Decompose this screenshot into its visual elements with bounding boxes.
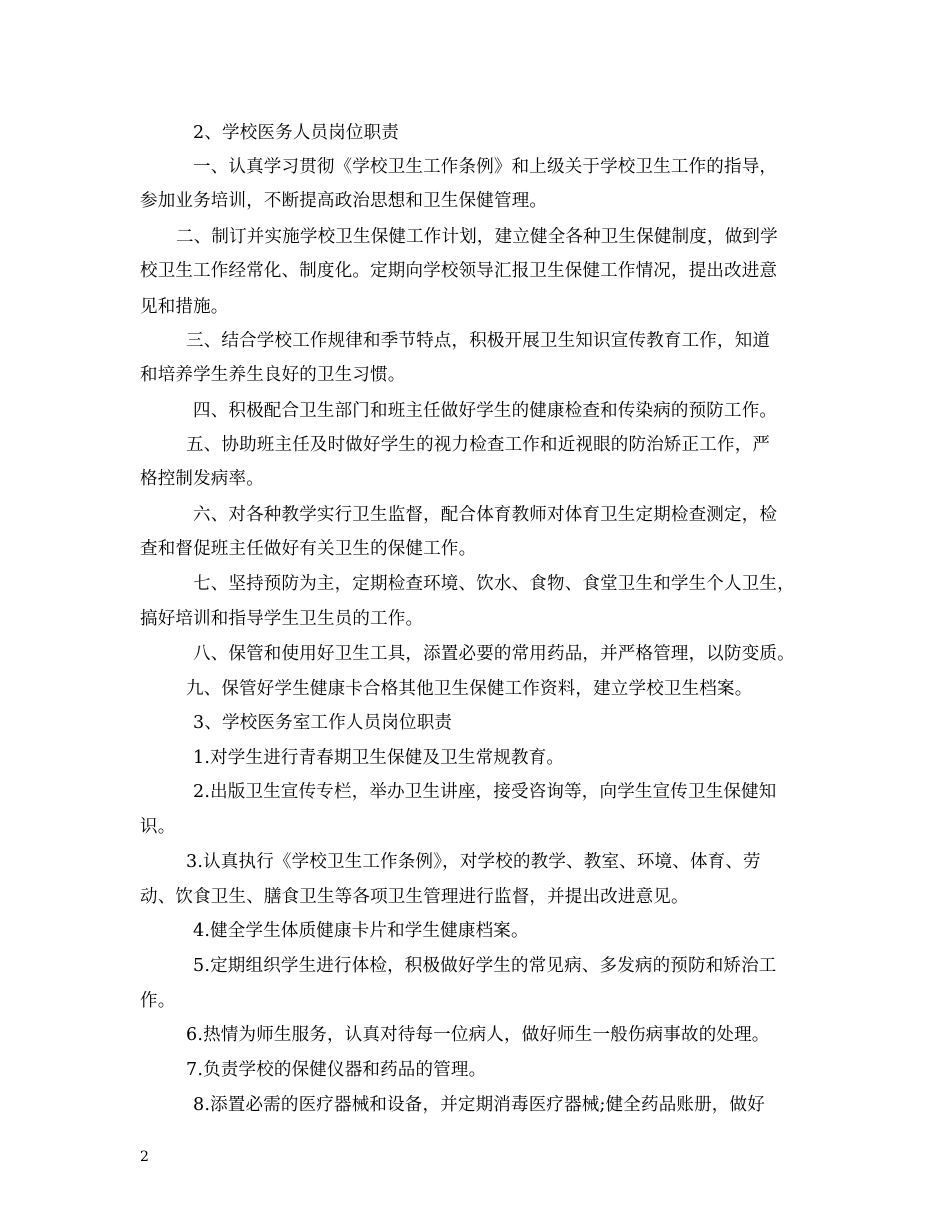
paragraph-line: 6.热情为师生服务，认真对待每一位病人，做好师生一般伤病事故的处理。 bbox=[186, 1025, 770, 1045]
paragraph-line: 参加业务培训，不断提高政治思想和卫生保健管理。 bbox=[140, 191, 548, 211]
paragraph-line: 搞好培训和指导学生卫生员的工作。 bbox=[140, 609, 424, 629]
paragraph-line: 8.添置必需的医疗器械和设备，并定期消毒医疗器械;健全药品账册，做好 bbox=[193, 1095, 765, 1115]
paragraph-line: 一、认真学习贯彻《学校卫生工作条例》和上级关于学校卫生工作的指导， bbox=[193, 157, 778, 177]
section-heading-2: 2、学校医务人员岗位职责 bbox=[193, 123, 400, 143]
paragraph-line: 五、协助班主任及时做好学生的视力检查工作和近视眼的防治矫正工作，严 bbox=[186, 435, 771, 455]
paragraph-line: 查和督促班主任做好有关卫生的保健工作。 bbox=[140, 539, 477, 559]
paragraph-line: 1.对学生进行青春期卫生保健及卫生常规教育。 bbox=[193, 748, 565, 768]
paragraph-line: 二、制订并实施学校卫生保健工作计划，建立健全各种卫生保健制度，做到学 bbox=[176, 227, 778, 247]
section-heading-3: 3、学校医务室工作人员岗位职责 bbox=[193, 713, 453, 733]
paragraph-line: 识。 bbox=[140, 817, 176, 837]
paragraph-line: 三、结合学校工作规律和季节特点，积极开展卫生知识宣传教育工作，知道 bbox=[186, 331, 771, 351]
paragraph-line: 四、积极配合卫生部门和班主任做好学生的健康检查和传染病的预防工作。 bbox=[193, 401, 778, 421]
paragraph-line: 作。 bbox=[140, 991, 176, 1011]
paragraph-line: 动、饮食卫生、膳食卫生等各项卫生管理进行监督，并提出改进意见。 bbox=[140, 887, 689, 907]
paragraph-line: 九、保管好学生健康卡合格其他卫生保健工作资料，建立学校卫生档案。 bbox=[186, 679, 753, 699]
paragraph-line: 格控制发病率。 bbox=[140, 469, 264, 489]
paragraph-line: 3.认真执行《学校卫生工作条例》，对学校的教学、教室、环境、体育、劳 bbox=[186, 852, 761, 872]
paragraph-line: 八、保管和使用好卫生工具，添置必要的常用药品，并严格管理，以防变质。 bbox=[193, 644, 795, 664]
paragraph-line: 六、对各种教学实行卫生监督，配合体育教师对体育卫生定期检查测定，检 bbox=[193, 505, 778, 525]
paragraph-line: 2.出版卫生宣传专栏，举办卫生讲座，接受咨询等，向学生宣传卫生保健知 bbox=[193, 782, 777, 802]
paragraph-line: 4.健全学生体质健康卡片和学生健康档案。 bbox=[193, 921, 529, 941]
paragraph-line: 校卫生工作经常化、制度化。定期向学校领导汇报卫生保健工作情况，提出改进意 bbox=[140, 261, 778, 281]
paragraph-line: 5.定期组织学生进行体检，积极做好学生的常见病、多发病的预防和矫治工 bbox=[193, 956, 777, 976]
paragraph-line: 和培养学生养生良好的卫生习惯。 bbox=[140, 365, 406, 385]
paragraph-line: 7.负责学校的保健仪器和药品的管理。 bbox=[186, 1060, 487, 1080]
page-number: 2 bbox=[140, 1149, 149, 1165]
paragraph-line: 见和措施。 bbox=[140, 297, 229, 317]
paragraph-line: 七、坚持预防为主，定期检查环境、饮水、食物、食堂卫生和学生个人卫生， bbox=[193, 574, 795, 594]
